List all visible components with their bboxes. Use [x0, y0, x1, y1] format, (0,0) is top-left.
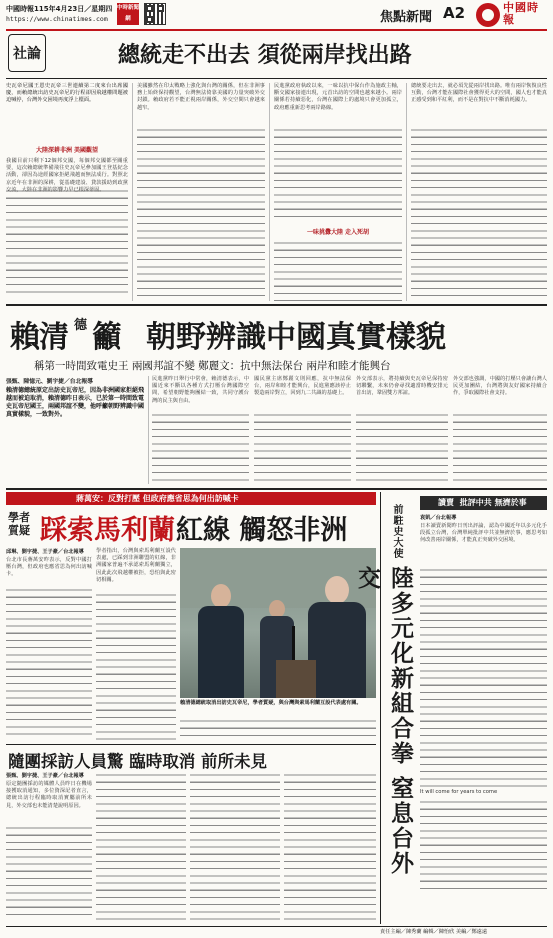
small-logo — [117, 3, 139, 25]
footer-credit: 責任主編／陳秀蘭 編輯／陳怡欣 美編／鄭遠遠 — [380, 929, 488, 935]
africa-col-3 — [180, 718, 376, 740]
main-lead-box — [6, 376, 144, 484]
main-col-3 — [356, 376, 448, 484]
editorial-body-2-cont — [137, 127, 265, 299]
editorial-tag — [8, 34, 46, 72]
main-subhead: 稱第一時間致電史王 兩國邦誼不變 鄭麗文：抗中無法保台 兩岸和睦才能興台 — [34, 360, 391, 372]
section-rule-3 — [6, 744, 376, 745]
reporter-body-1-cont — [6, 825, 92, 921]
brand-wordmark: 中國時報 — [503, 1, 539, 26]
main-body-3: 外交部表示，將持續與史瓦帝尼保持密切聯繫，未來仍會尋找適當時機安排元首出訪，鞏固雙方邦誼。 — [356, 376, 448, 397]
column-body: 日本讀賣新聞昨日刊出評論，認為中國近年以多元化手段孤立台灣，台灣單純批評中共並無濟於事，應思考如何改善兩岸關係，才能真正突破外交困境。 — [420, 523, 547, 544]
reporter-col-1 — [6, 772, 92, 922]
sidebar-reporter-tag: 前駐史大使 — [391, 504, 402, 559]
small-logo-text: 中時新聞網 — [117, 5, 140, 22]
main-lead: 賴清德總統原定出訪史瓦帝尼，因為非洲國家拒絕飛越而被迫取消，賴清德昨日表示，已於第一時間致電史瓦帝尼國王，兩國邦誼不變，他呼籲朝野辨識中國真實樣貌，一致對外。 — [6, 387, 145, 418]
main-col-2 — [254, 376, 351, 484]
main-col-1 — [152, 376, 249, 484]
sidebar-divider — [380, 492, 381, 924]
africa-col-1 — [6, 548, 92, 740]
africa-lead: 台北市長蔣萬安昨表示，反對中國打壓台灣，但政府也應省思為何出訪喊卡。 — [6, 557, 92, 578]
editorial-subhead-2: 一味挑釁大陸 走入死胡 — [306, 229, 370, 236]
africa-byline: 邱琳、劉宇捷、王子豪／台北報導 — [6, 549, 84, 555]
main-byline: 張甄、陳憶元、劉宇捷／台北報導 — [6, 379, 93, 385]
editorial-divider-3 — [406, 83, 407, 301]
editorial-tag-text: 社論 — [13, 46, 41, 62]
page-number: A2 — [443, 4, 466, 22]
footer-rule — [6, 926, 547, 927]
quote-tag: 學者質疑 — [8, 511, 30, 537]
africa-col-2 — [96, 548, 176, 740]
editorial-divider-1 — [132, 83, 133, 301]
reporter-body-4-cont — [284, 772, 376, 922]
main-headline — [10, 312, 545, 356]
speaker-name-top: 賴清 — [10, 320, 68, 355]
editorial-col-1 — [6, 83, 128, 301]
column-box — [420, 496, 547, 922]
editorial-body-1: 我國目前只剩下12個邦交國，每個邦交國都至關重要，這次賴總統準備飛往史瓦帝尼參加國王登基紀念活動，卻因為途經國家拒絕飛越而無法成行。對照北京近年在非洲的深耕，從基礎建設、貸款援助到政黨交流，大陸在非洲的影響力早已根深蒂固。 — [6, 158, 128, 193]
main-body-1-cont — [152, 412, 249, 484]
brand-seal-icon — [476, 3, 500, 27]
reporter-col-3 — [190, 772, 280, 922]
africa-headline-red: 踩索馬利蘭 — [40, 515, 175, 546]
editorial-body-3-tail — [274, 240, 402, 302]
main-body-4-cont — [453, 412, 547, 484]
editorial-headline: 總統走不出去 須從兩岸找出路 — [118, 42, 412, 68]
section-rule-1 — [6, 304, 547, 306]
africa-banner-text: 蔣萬安：反對打壓 但政府應省思為何出訪喊卡 — [76, 494, 239, 503]
photo-caption: 賴清德總統取消出訪史瓦帝尼，學者質疑，與台灣與索馬利蘭互設代表處有關。 — [180, 700, 362, 706]
photo-person-left — [198, 584, 244, 698]
editorial-rule — [6, 78, 547, 79]
reporter-body-3-cont — [190, 772, 280, 922]
column-title-bar — [420, 496, 547, 510]
editorial-subhead-1: 大陸深耕非洲 美國觀望 — [35, 147, 99, 154]
reporter-col-4 — [284, 772, 376, 922]
editorial-divider-2 — [269, 83, 270, 301]
column-byline: 袁凱／台北報導 — [420, 515, 457, 521]
column-quote: It will come for years to come — [420, 789, 498, 795]
editorial-body-2: 美國雖然在印太戰略上強化與台灣的關係，但在非洲事務上始終保持觀望，台灣無法倚靠美國的力量突破外交封鎖。賴政府若不能正視兩岸關係，外交空間只會越來越窄。 — [137, 83, 265, 111]
africa-body: 學者指出，台灣與索馬利蘭互設代表處，已踩到非洲聯盟的紅線，非洲國家普遍不承認索馬利蘭獨立，因此此次飛越權被拒，恐怕與此密切相關。 — [96, 548, 176, 583]
column-title: 批評中共 無濟於事 — [459, 498, 527, 507]
editorial-col-3 — [274, 83, 402, 301]
sidebar-headline: 陸多元化新組合拳 窒息台外交 — [354, 566, 414, 877]
main-divider-0 — [148, 376, 149, 484]
speaker-name-small: 德 — [74, 318, 88, 333]
reporter-byline: 張甄、劉宇捷、王子豪／台北報導 — [6, 773, 84, 779]
column-tag: 讀賣 — [438, 498, 454, 507]
qr-code-icon[interactable] — [144, 3, 166, 25]
main-body-2: 國民黨主席鄭麗文則回應，抗中無法保台，兩岸和睦才能興台，民進黨應該停止製造兩岸對立，回到九二共識的基礎上。 — [254, 376, 351, 397]
column-body-tail — [420, 799, 547, 891]
reporter-headline: 隨團採訪人員驚 臨時取消 前所未見 — [8, 752, 267, 771]
africa-headline — [8, 508, 376, 544]
editorial-col-4 — [411, 83, 547, 301]
photo-person-right — [308, 576, 366, 698]
africa-banner — [6, 492, 376, 505]
masthead-url[interactable]: https://www.chinatimes.com — [6, 15, 108, 23]
masthead-date: 中國時報115年4月23日／星期四 — [6, 5, 113, 13]
section-rule-2 — [6, 488, 547, 490]
africa-body-2-cont — [96, 592, 176, 740]
africa-body-3-cont — [180, 718, 376, 740]
reporter-col-2 — [96, 772, 186, 922]
editorial-col-2 — [137, 83, 265, 301]
main-headline-text: 朝野辨識中國真實樣貌 — [146, 320, 446, 355]
reporter-body-2-cont — [96, 772, 186, 922]
photo-podium — [276, 660, 316, 698]
main-body-1: 民進黨昨日舉行中常會，賴清德表示，中國近來不斷以各種方式打壓台灣國際空間，希望朝野能夠團結一致，共同守護台灣的民主與自由。 — [152, 376, 249, 404]
news-photo — [180, 548, 376, 698]
speaker-verb: 籲 — [92, 320, 122, 355]
column-body-cont — [420, 567, 547, 787]
masthead — [0, 0, 553, 30]
editorial-body-4-cont — [411, 127, 547, 299]
editorial-body-4: 總統要走出去，就必須先從兩岸找出路。唯有兩岸恢復良性互動，台灣才能在國際社會獲得更大的空間，國人也才能真正感受到和平紅利，而不是在對抗中不斷消耗國力。 — [411, 83, 547, 104]
editorial-body-3: 民進黨政府執政以來，一味以抗中保台作為施政主軸，斷交國家接連出現，元首出訪的空間也越來越小。兩岸關係若持續惡化，台灣在國際上的處境只會更加孤立，政府應重新思考兩岸路線。 — [274, 83, 402, 111]
africa-headline-black: 紅線 觸怒非洲 — [176, 515, 348, 546]
main-body-3-cont — [356, 412, 448, 484]
editorial-body-1-cont — [6, 188, 128, 298]
africa-body-1-cont — [6, 587, 92, 739]
reporter-body: 原定隨團採訪的媒體人員昨日在機場接獲取消通知，多位資深記者直言，總統出訪行程臨時取消實屬前所未見，外交部也未能清楚說明原因。 — [6, 781, 92, 809]
main-body-4: 外交部也強調，中國的打壓只會讓台灣人民更加團結，台灣將與友好國家持續合作，爭取國際社會支持。 — [453, 376, 547, 397]
masthead-rule — [6, 29, 547, 31]
editorial-body-3-cont — [274, 127, 402, 223]
section-title: 焦點新聞 — [380, 10, 433, 25]
main-body-2-cont — [254, 412, 351, 484]
main-col-4 — [453, 376, 547, 484]
editorial-lead: 史瓦帝尼國王恩史瓦帝三世連續第二度來台出席國慶，而賴總統出訪史瓦帝尼的行程卻因飛越權問題被迫喊停，台灣外交困境再度浮上檯面。 — [6, 83, 128, 104]
